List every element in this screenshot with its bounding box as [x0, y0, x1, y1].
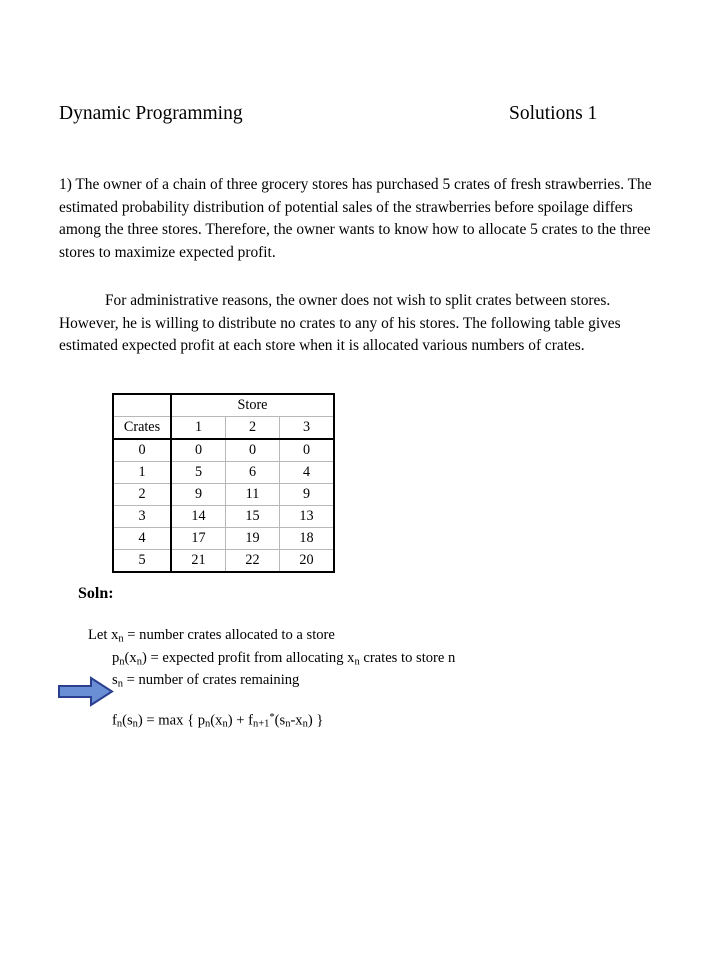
- table-cell-store2: 11: [226, 484, 280, 506]
- right-arrow-icon: [58, 676, 114, 707]
- definition-x-prefix: Let x: [88, 627, 119, 643]
- table-row: [113, 506, 334, 528]
- table-cell-store2: 19: [226, 528, 280, 550]
- table-cell-crates: 1: [113, 462, 171, 484]
- table-column-header-row: [113, 417, 334, 440]
- equation-px-open: (x: [210, 712, 223, 729]
- table-cell-store3: 13: [280, 506, 335, 528]
- recurrence-equation: [112, 708, 323, 735]
- table-cell-store1: 17: [171, 528, 226, 550]
- equation-minus-operator: -x: [290, 712, 303, 729]
- table-row: [113, 484, 334, 506]
- table-cell-store1: 5: [171, 462, 226, 484]
- table-group-header-store: Store: [171, 394, 334, 417]
- equation-p-subscript: n: [205, 718, 211, 730]
- table-cell-crates: 3: [113, 506, 171, 528]
- table-cell-store3: 4: [280, 462, 335, 484]
- definition-p-symbol: p: [112, 649, 120, 666]
- table-cell-crates: 2: [113, 484, 171, 506]
- equation-x-subscript: n: [222, 718, 228, 730]
- definition-p-arg-subscript: n: [136, 656, 142, 668]
- table-row: [113, 439, 334, 462]
- right-arrow-annotation: [58, 676, 114, 707]
- table-cell-store2: 22: [226, 550, 280, 573]
- equation-star-superscript: *: [269, 712, 275, 723]
- page-subtitle: Solutions 1: [509, 103, 598, 124]
- definition-x-n: [88, 626, 455, 649]
- equation-max-operator: ) = max { p: [137, 712, 206, 729]
- table-cell-store1: 0: [171, 439, 226, 462]
- definition-x-text: = number crates allocated to a store: [123, 627, 335, 643]
- document-header: [59, 100, 659, 132]
- table-cell-store1: 14: [171, 506, 226, 528]
- table-group-header-row: [113, 394, 334, 417]
- definition-s-subscript: n: [117, 678, 123, 690]
- expected-profit-table: [112, 393, 335, 573]
- definition-p-open: (x: [124, 649, 137, 666]
- table-cell-store3: 9: [280, 484, 335, 506]
- table-cell-store3: 18: [280, 528, 335, 550]
- table-cell-crates: 4: [113, 528, 171, 550]
- table-cell-store1: 9: [171, 484, 226, 506]
- table-header-store-3: 3: [280, 417, 335, 440]
- administrative-note-paragraph: For administrative reasons, the owner does not wish to split crates between stores. However, he is willing to distribute no crates to any of his stores. The following table gives estimated expected profit at each store when it is allocated various numbers of crates.: [59, 292, 621, 355]
- equation-f-symbol: f: [112, 712, 117, 729]
- definition-p-text-subscript: n: [354, 656, 360, 668]
- table-row: [113, 462, 334, 484]
- equation-close: ) }: [307, 712, 324, 729]
- equation-s-subscript: n: [132, 718, 138, 730]
- definition-p-text: ) = expected profit from allocating x: [141, 649, 355, 666]
- solution-heading: Soln:: [78, 585, 114, 602]
- definition-p-tail: crates to store n: [359, 649, 456, 666]
- equation-plus-operator: ) + f: [227, 712, 253, 729]
- table-row: [113, 528, 334, 550]
- equation-x2-subscript: n: [302, 718, 308, 730]
- definition-s-text: = number of crates remaining: [122, 672, 300, 689]
- table-cell-store2: 0: [226, 439, 280, 462]
- table-cell-crates: 0: [113, 439, 171, 462]
- table-cell-crates: 5: [113, 550, 171, 573]
- table-header-store-1: 1: [171, 417, 226, 440]
- table-cell-store2: 6: [226, 462, 280, 484]
- equation-s2-subscript: n: [285, 718, 291, 730]
- equation-tail-open: (s: [274, 712, 286, 729]
- page-title: Dynamic Programming: [59, 103, 243, 124]
- table-cell-store3: 20: [280, 550, 335, 573]
- equation-f-subscript: n: [116, 718, 123, 730]
- definition-x-subscript: n: [118, 633, 124, 645]
- arrow-polygon: [59, 678, 112, 705]
- definition-p-n: [88, 649, 455, 672]
- definition-s-n: [88, 671, 455, 694]
- table-header-store-2: 2: [226, 417, 280, 440]
- equation-fn1-subscript: n+1: [252, 718, 270, 730]
- problem-statement-paragraph: 1) The owner of a chain of three grocery stores has purchased 5 crates of fresh strawberries. The estimated probability distribution of potential sales of the strawberries before spoilage differs among the three stores. Therefore, the owner wants to know how to allocate 5 crates to the three stores to maximize expected profit.: [59, 176, 652, 261]
- table-cell-store3: 0: [280, 439, 335, 462]
- definition-s-symbol: s: [112, 672, 118, 689]
- table-cell-store2: 15: [226, 506, 280, 528]
- definition-p-subscript: n: [119, 656, 125, 668]
- equation-s-open: (s: [122, 712, 133, 729]
- table-row: [113, 550, 334, 573]
- table-corner-cell: [113, 394, 171, 417]
- table-header-crates: Crates: [113, 417, 171, 440]
- table-cell-store1: 21: [171, 550, 226, 573]
- solution-definitions: [88, 626, 455, 694]
